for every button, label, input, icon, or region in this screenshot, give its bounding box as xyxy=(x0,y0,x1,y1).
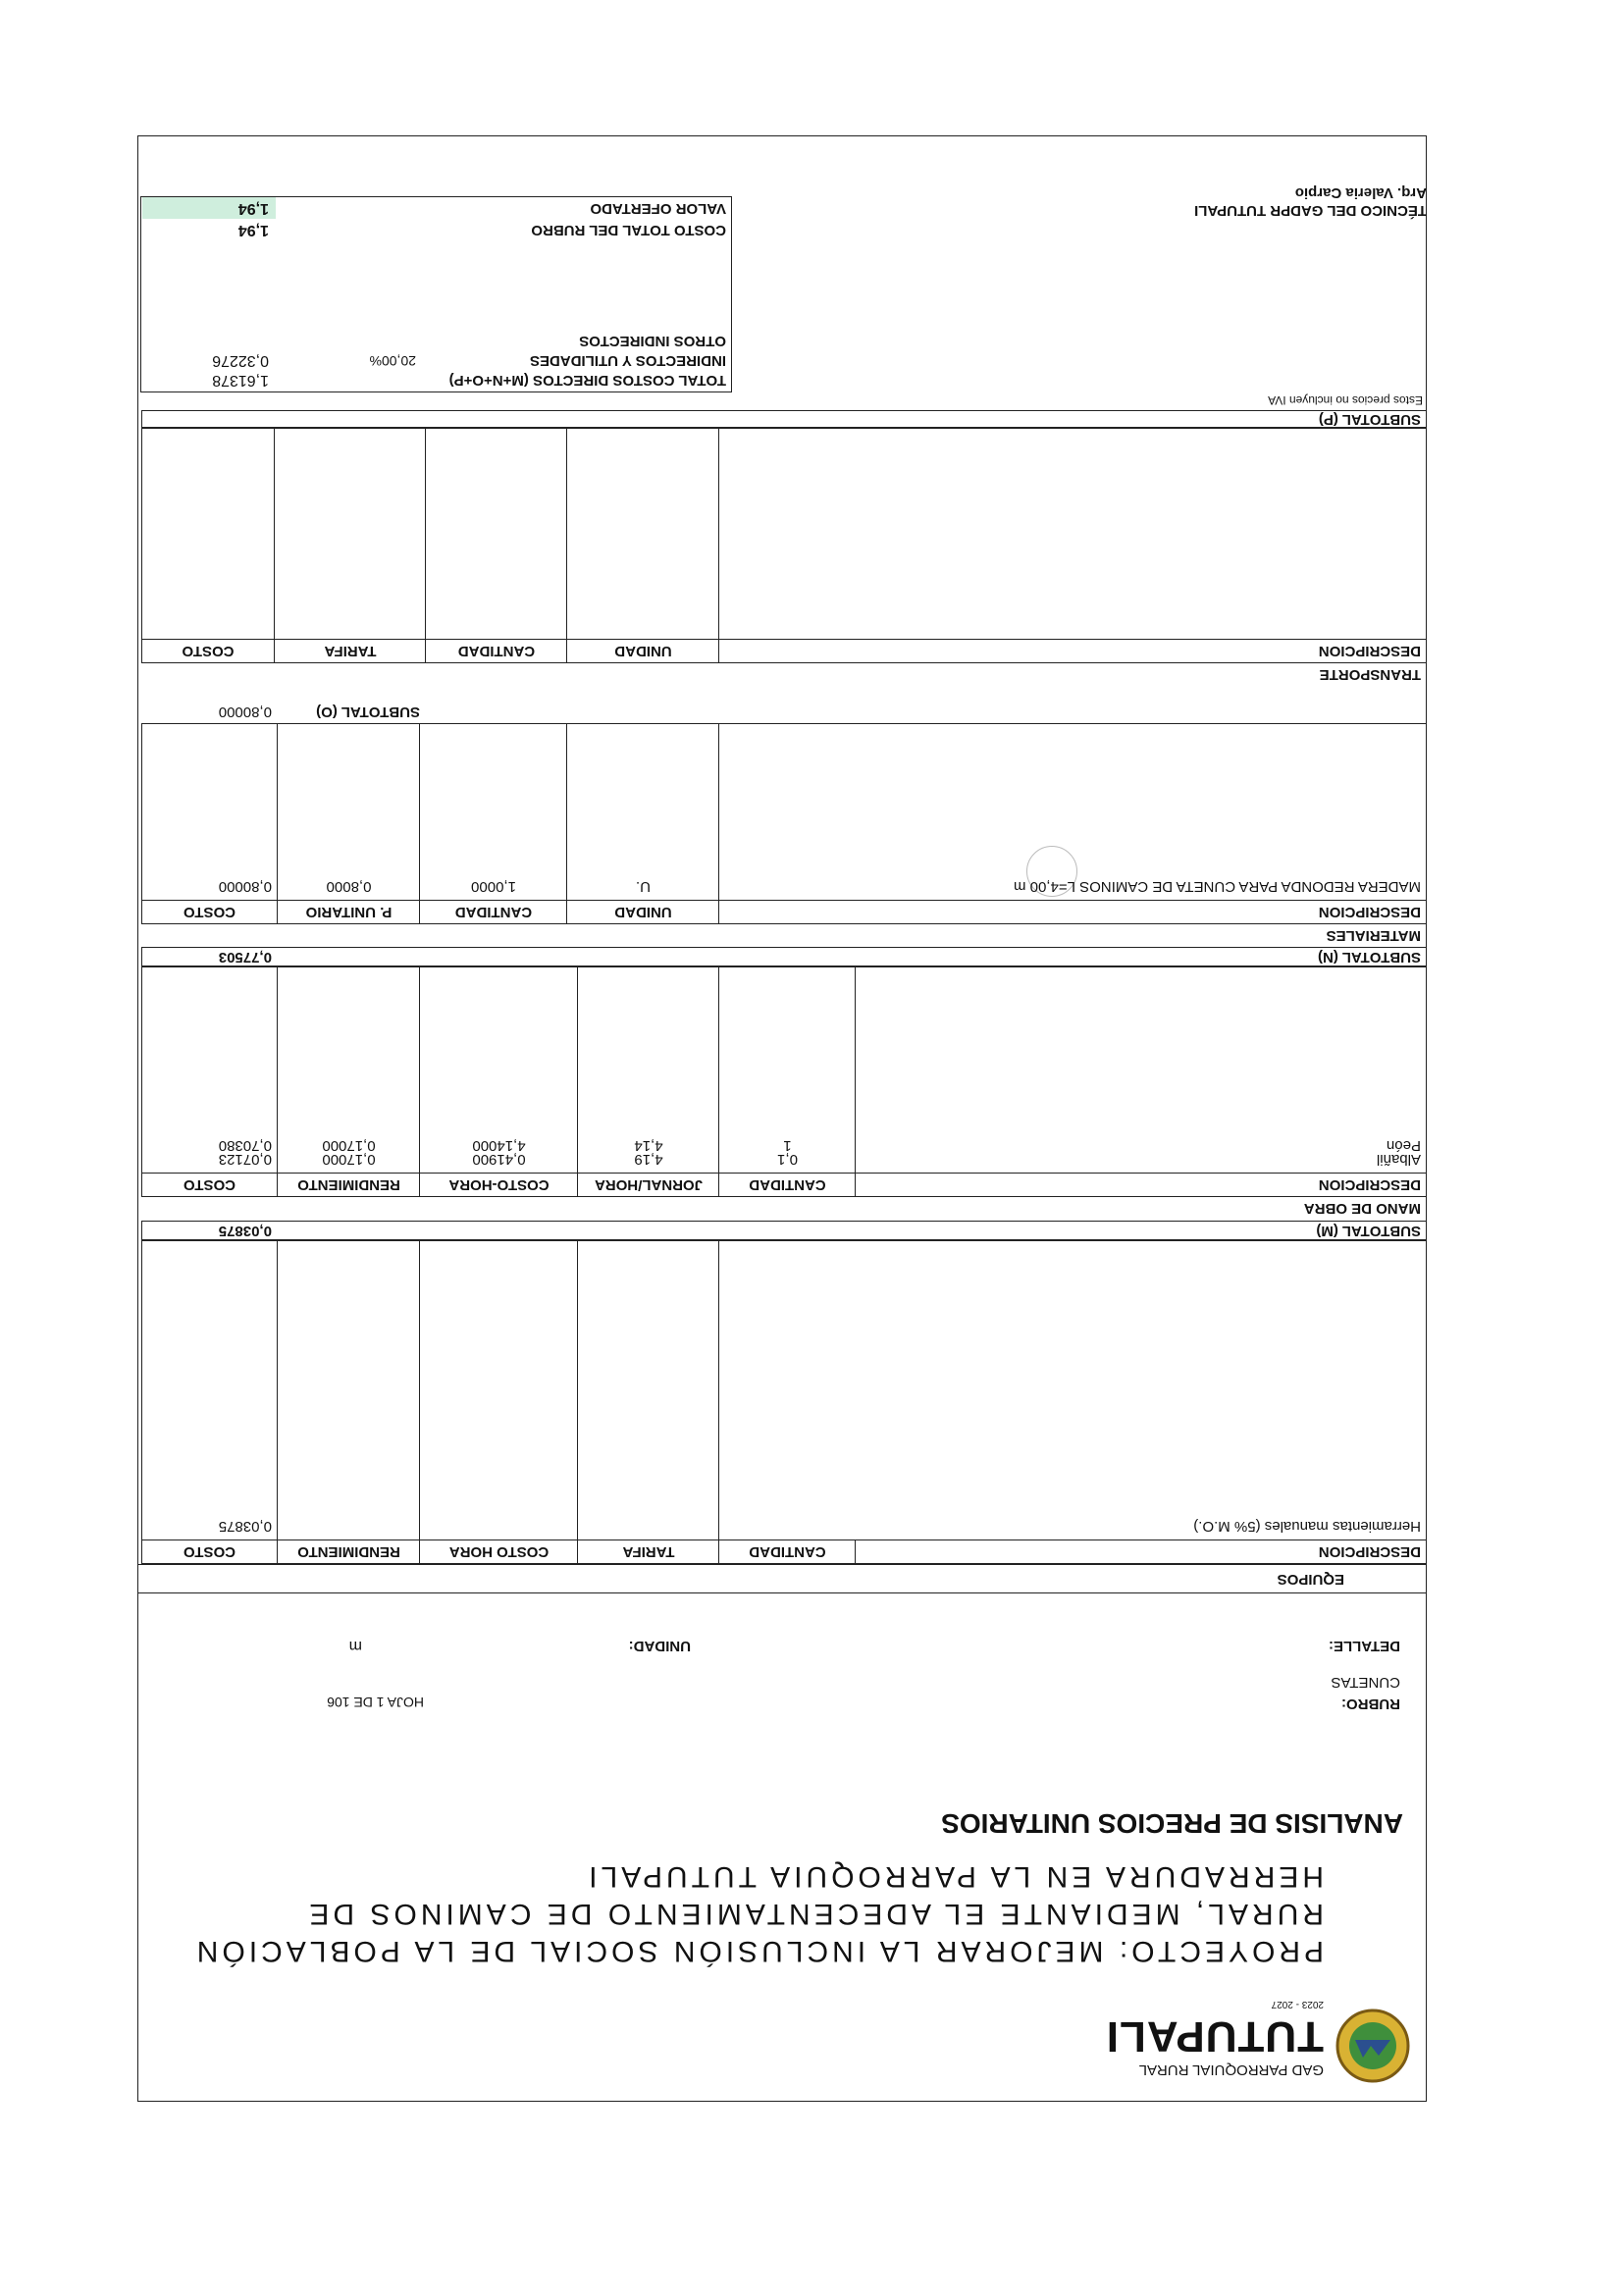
equipos-col-costo-hora: COSTO HORA xyxy=(448,1543,550,1560)
materiales-row-desc: MADERA REDONDA PARA CUNETA DE CAMINOS L=4,00 m xyxy=(1014,878,1421,895)
logo-seal-icon xyxy=(1334,2007,1412,2085)
indirectos-pct: 20,00% xyxy=(369,353,416,369)
transporte-title: TRANSPORTE xyxy=(1319,666,1421,683)
mano-obra-subtotal-label: SUBTOTAL (N) xyxy=(1318,949,1421,965)
project-line-1: PROYECTO: MEJORAR LA INCLUSIÓN SOCIAL DE LA POBLACIÓN xyxy=(192,1935,1324,1967)
unidad-value: m xyxy=(348,1638,362,1654)
materiales-title: MATERIALES xyxy=(1326,927,1421,944)
otros-indirectos-label: OTROS INDIRECTOS xyxy=(579,333,726,349)
period-label: 2023 - 2027 xyxy=(1271,1999,1324,2009)
total-directos-value: 1,61378 xyxy=(212,372,269,389)
mano-obra-title: MANO DE OBRA xyxy=(1303,1200,1421,1217)
equipos-row-costo: 0,03875 xyxy=(218,1518,272,1535)
mano-obra-col-costo-hora: COSTO-HORA xyxy=(448,1176,550,1193)
project-line-2: RURAL, MEDIANTE EL ADECENTAMIENTO DE CAMINOS DE xyxy=(305,1898,1324,1930)
org-name-logo: TUTUPALI xyxy=(1105,2012,1324,2061)
mano-obra-row1-costo: 0,07123 xyxy=(218,1151,272,1168)
equipos-col-rendimiento: RENDIMIENTO xyxy=(297,1543,400,1560)
materiales-col-p-unitario: P. UNITARIO xyxy=(305,904,393,920)
iva-note: Estos precios no incluyen IVA xyxy=(1268,393,1423,407)
equipos-subtotal-value: 0,03875 xyxy=(218,1223,272,1239)
transporte-col-costo: COSTO xyxy=(182,643,235,659)
mano-obra-row1-rend: 0,17000 xyxy=(322,1151,376,1168)
transporte-col-cantidad: CANTIDAD xyxy=(457,643,536,659)
valor-ofertado-value: 1,94 xyxy=(237,200,269,217)
materiales-col-costo: COSTO xyxy=(183,904,236,920)
mano-obra-row2-cant: 1 xyxy=(783,1137,792,1154)
unidad-label: UNIDAD: xyxy=(628,1638,691,1654)
mano-obra-row2-costo-hora: 4,14000 xyxy=(472,1137,526,1154)
materiales-row-pu: 0,8000 xyxy=(326,878,372,895)
rubro-label: RUBRO: xyxy=(1341,1696,1400,1712)
mano-obra-col-rendimiento: RENDIMIENTO xyxy=(297,1176,400,1193)
mano-obra-row2-costo: 0,70380 xyxy=(218,1137,272,1154)
equipos-subtotal-bar xyxy=(141,1221,1427,1240)
mano-obra-col-jornal: JORNAL/HORA xyxy=(595,1176,704,1193)
mano-obra-subtotal-value: 0,77503 xyxy=(218,949,272,965)
transporte-subtotal-label: SUBTOTAL (P) xyxy=(1318,411,1421,428)
materiales-col-descripcion: DESCRIPCION xyxy=(1318,904,1421,920)
equipos-col-costo: COSTO xyxy=(183,1543,236,1560)
signature-role: TÉCNICO DEL GADPR TUTUPALI xyxy=(1194,202,1427,219)
indirectos-label: INDIRECTOS Y UTILIDADES xyxy=(529,352,726,369)
equipos-title-bar xyxy=(137,1564,1427,1593)
mano-obra-row1-desc: Albañil xyxy=(1376,1151,1421,1168)
equipos-table xyxy=(141,1240,1427,1564)
mano-obra-row1-cant: 0,1 xyxy=(777,1151,798,1168)
equipos-row-desc: Herramientas manuales (5% M.O.) xyxy=(1193,1518,1421,1535)
transporte-col-tarifa: TARIFA xyxy=(324,643,377,659)
project-line-3: HERRADURA EN LA PARROQUIA TUTUPALI xyxy=(585,1860,1324,1893)
doc-title: ANALISIS DE PRECIOS UNITARIOS xyxy=(941,1808,1403,1839)
equipos-col-tarifa: TARIFA xyxy=(622,1543,675,1560)
transporte-subtotal-bar xyxy=(141,410,1427,428)
valor-ofertado-label: VALOR OFERTADO xyxy=(590,200,726,217)
mano-obra-row2-desc: Peón xyxy=(1386,1137,1421,1154)
materiales-row-unidad: U. xyxy=(636,878,651,895)
mano-obra-row1-costo-hora: 0,41900 xyxy=(472,1151,526,1168)
equipos-title: EQUIPOS xyxy=(1277,1571,1344,1588)
transporte-col-unidad: UNIDAD xyxy=(614,643,672,659)
mano-obra-row2-jornal: 4,14 xyxy=(634,1137,663,1154)
transporte-col-descripcion: DESCRIPCION xyxy=(1318,643,1421,659)
materiales-col-unidad: UNIDAD xyxy=(614,904,672,920)
detalle-label: DETALLE: xyxy=(1328,1638,1400,1654)
materiales-col-cantidad: CANTIDAD xyxy=(454,904,533,920)
materiales-subtotal-label: SUBTOTAL (O) xyxy=(316,704,420,720)
transporte-table xyxy=(141,428,1427,663)
costo-total-label: COSTO TOTAL DEL RUBRO xyxy=(531,222,726,238)
equipos-col-cantidad: CANTIDAD xyxy=(749,1543,826,1560)
materiales-subtotal-value: 0,80000 xyxy=(218,704,272,720)
equipos-col-descripcion: DESCRIPCION xyxy=(1318,1543,1421,1560)
equipos-subtotal-label: SUBTOTAL (M) xyxy=(1316,1223,1421,1239)
materiales-row-cantidad: 1,0000 xyxy=(471,878,516,895)
rubro-value: CUNETAS xyxy=(1331,1674,1400,1691)
mano-obra-col-descripcion: DESCRIPCION xyxy=(1318,1176,1421,1193)
mano-obra-row1-jornal: 4,19 xyxy=(634,1151,663,1168)
mano-obra-col-cantidad: CANTIDAD xyxy=(749,1176,826,1193)
hoja-label: HOJA 1 DE 106 xyxy=(327,1695,424,1710)
mano-obra-col-costo: COSTO xyxy=(183,1176,236,1193)
org-label: GAD PARROQUIAL RURAL xyxy=(1138,2061,1324,2078)
indirectos-value: 0,32276 xyxy=(212,352,269,369)
total-directos-label: TOTAL COSTOS DIRECTOS (M+N+O+P) xyxy=(448,372,726,389)
materiales-row-costo: 0,80000 xyxy=(218,878,272,895)
mano-obra-row2-rend: 0,17000 xyxy=(322,1137,376,1154)
signature-name: Arq. Valeria Carpio xyxy=(1294,184,1427,201)
mano-obra-subtotal-bar xyxy=(141,947,1427,966)
costo-total-value: 1,94 xyxy=(237,222,269,238)
